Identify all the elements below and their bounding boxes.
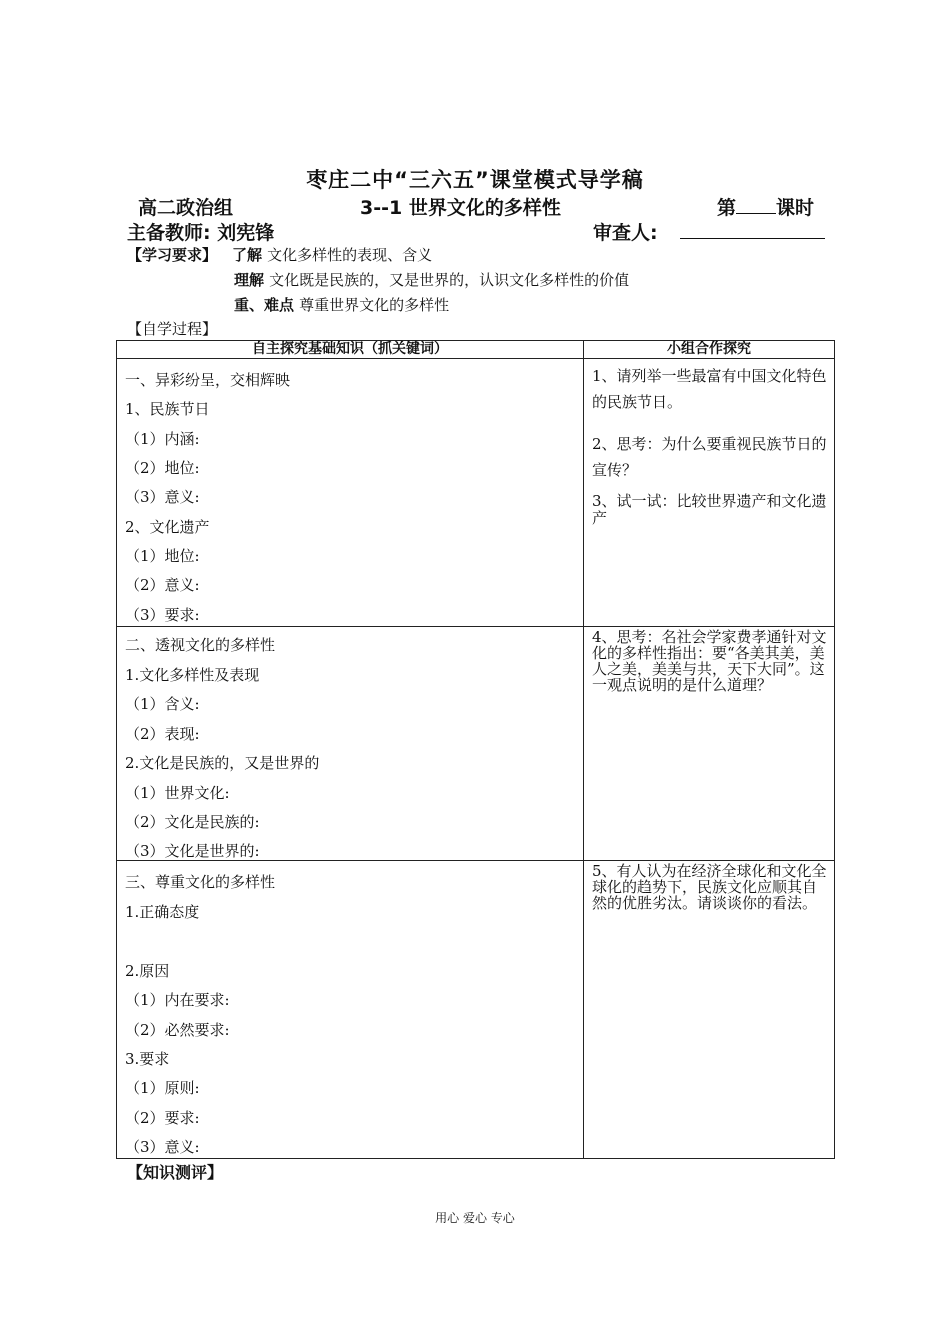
list-item: 一、异彩纷呈，交相辉映 <box>125 371 291 389</box>
section-3-inquiry <box>584 861 835 1159</box>
table-row <box>117 359 835 627</box>
period-prefix: 第 <box>717 197 737 219</box>
reviewer-blank <box>680 238 825 239</box>
list-item: 2.原因 <box>125 962 170 980</box>
list-item: 二、透视文化的多样性 <box>125 636 276 654</box>
question-5: 5、有人认为在经济全球化和文化全球化的趋势下，民族文化应顺其自然的优胜劣汰。请谈谈你的看法。 <box>592 862 827 912</box>
document-title: 枣庄二中“三六五”课堂模式导学稿 <box>306 168 644 192</box>
list-item: 2.文化是民族的，又是世界的 <box>125 754 320 772</box>
section-2-knowledge <box>117 627 584 861</box>
table-header-row <box>117 341 835 359</box>
lesson-title: 3--1 世界文化的多样性 <box>360 197 561 219</box>
list-item: （3）意义: <box>125 1138 200 1156</box>
period-suffix: 课时 <box>776 197 815 219</box>
header-group-inquiry: 小组合作探究 <box>584 341 835 359</box>
list-item: （2）地位: <box>125 459 200 477</box>
list-item: （2）要求: <box>125 1109 200 1127</box>
self-study-process-label: 【自学过程】 <box>127 320 218 338</box>
list-item: （2）必然要求: <box>125 1021 230 1039</box>
lesson-period <box>717 193 814 220</box>
requirement-comprehend: 理解 文化既是民族的，又是世界的，认识文化多样性的价值 <box>234 271 630 289</box>
list-item: （1）内涵: <box>125 430 200 448</box>
section-1-inquiry <box>584 359 835 627</box>
page-footer: 用心 爱心 专心 <box>435 1211 515 1225</box>
list-item: （1）内在要求: <box>125 991 230 1009</box>
reviewer-label: 审查人: <box>593 222 658 244</box>
list-item: 1、民族节日 <box>125 400 210 418</box>
list-item: （1）原则: <box>125 1079 200 1097</box>
list-item: （3）要求: <box>125 606 200 624</box>
study-table <box>116 340 835 1159</box>
question-2: 2、思考：为什么要重视民族节日的宣传？ <box>592 435 827 479</box>
question-4: 4、思考：名社会学家费孝通针对文化的多样性指出：要“各美其美，美人之美，美美与共，天下大同”。这一观点说明的是什么道理？ <box>592 628 827 694</box>
list-item: 三、尊重文化的多样性 <box>125 873 276 891</box>
section-3-knowledge <box>117 861 584 1159</box>
list-item: （1）地位: <box>125 547 200 565</box>
inquiry-questions <box>584 359 834 527</box>
section-2-inquiry <box>584 627 835 861</box>
list-item: 1.正确态度 <box>125 903 200 921</box>
requirements-section-label: 【学习要求】 <box>127 246 218 264</box>
header-self-study: 自主探究基础知识（抓关键词） <box>117 341 584 359</box>
table-row <box>117 627 835 861</box>
list-item: （2）表现: <box>125 725 200 743</box>
list-item: （3）意义: <box>125 488 200 506</box>
list-item: 3.要求 <box>125 1050 170 1068</box>
preparing-teacher: 主备教师: 刘宪锋 <box>127 222 275 244</box>
list-item: （2）文化是民族的: <box>125 813 260 831</box>
list-item: （2）意义: <box>125 576 200 594</box>
section-1-knowledge <box>117 359 584 627</box>
list-item: 2、文化遗产 <box>125 518 210 536</box>
list-item: （1）含义: <box>125 695 200 713</box>
list-item: 1.文化多样性及表现 <box>125 666 260 684</box>
knowledge-assessment-label: 【知识测评】 <box>127 1163 224 1182</box>
period-blank <box>736 197 776 214</box>
question-3: 3、试一试：比较世界遗产和文化遗产 <box>592 492 827 527</box>
list-item: （1）世界文化: <box>125 784 230 802</box>
question-1: 1、请列举一些最富有中国文化特色的民族节日。 <box>592 367 827 411</box>
requirement-understand-basic: 了解 文化多样性的表现、含义 <box>232 246 433 264</box>
table-row <box>117 861 835 1159</box>
group-name: 高二政治组 <box>138 197 234 219</box>
requirement-key-points: 重、难点 尊重世界文化的多样性 <box>234 296 450 314</box>
list-item: （3）文化是世界的: <box>125 842 260 860</box>
